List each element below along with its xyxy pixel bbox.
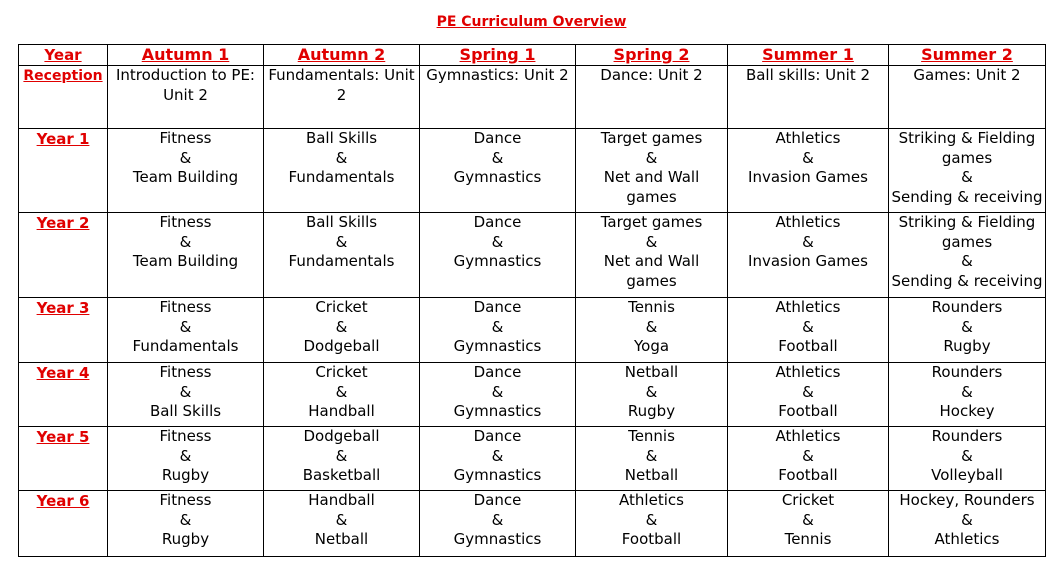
cell-line: Striking & Fielding bbox=[898, 129, 1036, 147]
cell-line: & bbox=[335, 232, 348, 251]
cell-line: Target games bbox=[600, 129, 703, 147]
curriculum-cell bbox=[264, 491, 420, 557]
year-label: Year 4 bbox=[19, 363, 108, 427]
curriculum-cell bbox=[264, 213, 420, 298]
header-summer-2: Summer 2 bbox=[889, 45, 1046, 66]
cell-line: Dance bbox=[473, 213, 522, 231]
table-row bbox=[19, 363, 1046, 427]
header-autumn-1: Autumn 1 bbox=[108, 45, 264, 66]
cell-line: & bbox=[335, 317, 348, 336]
cell-line: Sending & receiving bbox=[891, 187, 1043, 206]
cell-line: Dance bbox=[473, 298, 522, 316]
curriculum-cell bbox=[264, 427, 420, 491]
curriculum-cell bbox=[108, 66, 264, 129]
table-row bbox=[19, 491, 1046, 557]
cell-line: & bbox=[491, 510, 504, 529]
cell-line: & bbox=[961, 382, 973, 401]
cell-line: Gymnastics bbox=[453, 530, 542, 548]
curriculum-cell bbox=[264, 129, 420, 213]
cell-line: Team Building bbox=[132, 168, 239, 186]
cell-line: & bbox=[645, 446, 658, 465]
curriculum-cell bbox=[728, 363, 889, 427]
cell-line: Sending & receiving bbox=[891, 271, 1043, 290]
cell-line: Athletics bbox=[775, 363, 841, 381]
curriculum-cell bbox=[264, 298, 420, 363]
cell-line: Rugby bbox=[943, 337, 991, 355]
curriculum-cell bbox=[889, 129, 1046, 213]
curriculum-cell bbox=[576, 427, 728, 491]
cell-line: Fundamentals bbox=[288, 168, 395, 186]
cell-line: & bbox=[802, 510, 814, 529]
cell-line: & bbox=[179, 148, 192, 167]
table-row bbox=[19, 129, 1046, 213]
cell-line: Fundamentals bbox=[288, 252, 395, 270]
cell-line: Cricket bbox=[315, 298, 368, 316]
cell-line: & bbox=[491, 232, 504, 251]
cell-line: Ball skills: Unit 2 bbox=[745, 66, 871, 84]
curriculum-cell bbox=[420, 298, 576, 363]
cell-line: & bbox=[645, 232, 658, 251]
cell-line: Basketball bbox=[302, 466, 381, 484]
cell-line: Ball Skills bbox=[149, 402, 222, 420]
cell-line: Dance bbox=[473, 363, 522, 381]
curriculum-cell bbox=[728, 298, 889, 363]
cell-line: Rugby bbox=[627, 402, 676, 420]
cell-line: Handball bbox=[308, 491, 375, 509]
curriculum-cell bbox=[264, 363, 420, 427]
cell-line: games bbox=[941, 148, 993, 167]
curriculum-cell bbox=[728, 491, 889, 557]
cell-line: & bbox=[335, 510, 348, 529]
curriculum-cell bbox=[108, 129, 264, 213]
year-label: Year 2 bbox=[19, 213, 108, 298]
cell-line: Tennis bbox=[784, 530, 832, 548]
cell-line: & bbox=[645, 382, 658, 401]
table-row bbox=[19, 213, 1046, 298]
cell-line: Netball bbox=[624, 466, 679, 484]
cell-line: Ball Skills bbox=[305, 213, 378, 231]
cell-line: & bbox=[802, 446, 814, 465]
cell-line: Invasion Games bbox=[748, 168, 868, 186]
year-label: Year 5 bbox=[19, 427, 108, 491]
cell-line: Volleyball bbox=[931, 466, 1003, 484]
year-label: Year 6 bbox=[19, 491, 108, 557]
cell-line: Dance bbox=[473, 129, 522, 147]
cell-line: Team Building bbox=[132, 252, 239, 270]
cell-line: Netball bbox=[624, 363, 679, 381]
cell-line: games bbox=[626, 187, 677, 206]
cell-line: Athletics bbox=[619, 491, 684, 509]
cell-line: Net and Wall bbox=[603, 168, 700, 186]
cell-line: & bbox=[491, 148, 504, 167]
cell-line: Athletics bbox=[775, 427, 841, 445]
curriculum-cell bbox=[420, 427, 576, 491]
cell-line: Fundamentals bbox=[132, 337, 239, 355]
header-year: Year bbox=[19, 45, 108, 66]
cell-line: Gymnastics bbox=[453, 337, 542, 355]
curriculum-cell bbox=[728, 427, 889, 491]
curriculum-cell bbox=[108, 491, 264, 557]
cell-line: Ball Skills bbox=[305, 129, 378, 147]
cell-line: Football bbox=[621, 530, 682, 548]
cell-line: & bbox=[802, 148, 814, 167]
cell-line: Football bbox=[778, 466, 838, 484]
cell-line: & bbox=[961, 446, 973, 465]
cell-line: Rounders bbox=[931, 363, 1003, 381]
cell-line: Tennis bbox=[628, 298, 675, 316]
cell-line: Fitness bbox=[159, 427, 212, 445]
curriculum-cell bbox=[889, 213, 1046, 298]
cell-line: Fitness bbox=[159, 363, 212, 381]
curriculum-cell bbox=[420, 363, 576, 427]
cell-line: & bbox=[491, 446, 504, 465]
curriculum-cell bbox=[576, 363, 728, 427]
curriculum-cell bbox=[728, 129, 889, 213]
cell-line: Gymnastics: Unit 2 bbox=[426, 66, 569, 84]
cell-line: & bbox=[645, 510, 658, 529]
curriculum-cell bbox=[889, 363, 1046, 427]
cell-line: Tennis bbox=[628, 427, 675, 445]
table-row bbox=[19, 298, 1046, 363]
cell-line: & bbox=[335, 382, 348, 401]
cell-line: Rounders bbox=[931, 298, 1003, 316]
cell-line: Cricket bbox=[781, 491, 835, 509]
page-title: PE Curriculum Overview bbox=[436, 14, 627, 30]
curriculum-table bbox=[18, 44, 1046, 557]
cell-line: 2 bbox=[336, 85, 347, 104]
cell-line: Gymnastics bbox=[453, 402, 542, 420]
cell-line: Fitness bbox=[159, 298, 212, 316]
year-label: Year 3 bbox=[19, 298, 108, 363]
cell-line: Netball bbox=[314, 530, 369, 548]
curriculum-cell bbox=[420, 213, 576, 298]
curriculum-cell bbox=[889, 491, 1046, 557]
cell-line: Football bbox=[778, 337, 838, 355]
cell-line: & bbox=[645, 148, 658, 167]
cell-line: & bbox=[802, 232, 814, 251]
cell-line: & bbox=[961, 317, 973, 336]
cell-line: Athletics bbox=[934, 530, 1000, 548]
cell-line: Rugby bbox=[161, 466, 210, 484]
cell-line: Athletics bbox=[775, 129, 841, 147]
curriculum-cell bbox=[576, 213, 728, 298]
cell-line: Unit 2 bbox=[163, 85, 208, 104]
cell-line: Dance bbox=[473, 491, 522, 509]
cell-line: Athletics bbox=[775, 298, 841, 316]
cell-line: & bbox=[335, 446, 348, 465]
header-spring-1: Spring 1 bbox=[420, 45, 576, 66]
cell-line: & bbox=[179, 232, 192, 251]
header-autumn-2: Autumn 2 bbox=[264, 45, 420, 66]
cell-line: & bbox=[961, 252, 973, 270]
curriculum-cell bbox=[420, 66, 576, 129]
cell-line: & bbox=[335, 148, 348, 167]
cell-line: & bbox=[961, 510, 973, 529]
cell-line: Handball bbox=[308, 402, 375, 420]
curriculum-cell bbox=[420, 129, 576, 213]
cell-line: Invasion Games bbox=[748, 252, 868, 270]
cell-line: & bbox=[961, 168, 973, 186]
cell-line: Hockey, Rounders bbox=[899, 491, 1035, 509]
curriculum-cell bbox=[108, 363, 264, 427]
cell-line: & bbox=[491, 317, 504, 336]
cell-line: Gymnastics bbox=[453, 168, 542, 186]
cell-line: Fitness bbox=[159, 129, 212, 147]
cell-line: Fitness bbox=[159, 491, 212, 509]
cell-line: Cricket bbox=[315, 363, 368, 381]
table-row bbox=[19, 427, 1046, 491]
cell-line: & bbox=[802, 317, 814, 336]
curriculum-cell bbox=[576, 298, 728, 363]
cell-line: Games: Unit 2 bbox=[913, 66, 1021, 84]
curriculum-cell bbox=[728, 66, 889, 129]
curriculum-cell bbox=[108, 213, 264, 298]
cell-line: & bbox=[179, 446, 192, 465]
cell-line: & bbox=[491, 382, 504, 401]
cell-line: Gymnastics bbox=[453, 252, 542, 270]
cell-line: & bbox=[179, 382, 192, 401]
curriculum-cell bbox=[420, 491, 576, 557]
curriculum-cell bbox=[108, 298, 264, 363]
cell-line: Fundamentals: Unit bbox=[268, 66, 415, 84]
cell-line: Dance bbox=[473, 427, 522, 445]
cell-line: Fitness bbox=[159, 213, 212, 231]
cell-line: Gymnastics bbox=[453, 466, 542, 484]
cell-line: Dodgeball bbox=[303, 337, 380, 355]
cell-line: Rugby bbox=[161, 530, 210, 548]
header-row bbox=[19, 45, 1046, 66]
cell-line: Athletics bbox=[775, 213, 841, 231]
curriculum-cell bbox=[576, 66, 728, 129]
cell-line: Football bbox=[778, 402, 838, 420]
curriculum-cell bbox=[576, 491, 728, 557]
cell-line: Hockey bbox=[939, 402, 995, 420]
curriculum-cell bbox=[576, 129, 728, 213]
header-summer-1: Summer 1 bbox=[728, 45, 889, 66]
curriculum-cell bbox=[889, 66, 1046, 129]
cell-line: & bbox=[179, 510, 192, 529]
cell-line: Dodgeball bbox=[303, 427, 380, 445]
year-label: Year 1 bbox=[19, 129, 108, 213]
cell-line: & bbox=[802, 382, 814, 401]
cell-line: games bbox=[941, 232, 993, 251]
cell-line: games bbox=[626, 271, 677, 290]
cell-line: Striking & Fielding bbox=[898, 213, 1036, 231]
cell-line: Dance: Unit 2 bbox=[600, 66, 703, 84]
cell-line: Net and Wall bbox=[603, 252, 700, 270]
cell-line: & bbox=[645, 317, 658, 336]
curriculum-cell bbox=[264, 66, 420, 129]
curriculum-cell bbox=[108, 427, 264, 491]
year-label: Reception bbox=[19, 66, 108, 129]
cell-line: Rounders bbox=[931, 427, 1003, 445]
header-spring-2: Spring 2 bbox=[576, 45, 728, 66]
cell-line: Introduction to PE: bbox=[115, 66, 255, 84]
table-row bbox=[19, 66, 1046, 129]
cell-line: & bbox=[179, 317, 192, 336]
curriculum-cell bbox=[889, 298, 1046, 363]
cell-line: Target games bbox=[600, 213, 703, 231]
curriculum-cell bbox=[728, 213, 889, 298]
curriculum-cell bbox=[889, 427, 1046, 491]
cell-line: Yoga bbox=[633, 337, 670, 355]
